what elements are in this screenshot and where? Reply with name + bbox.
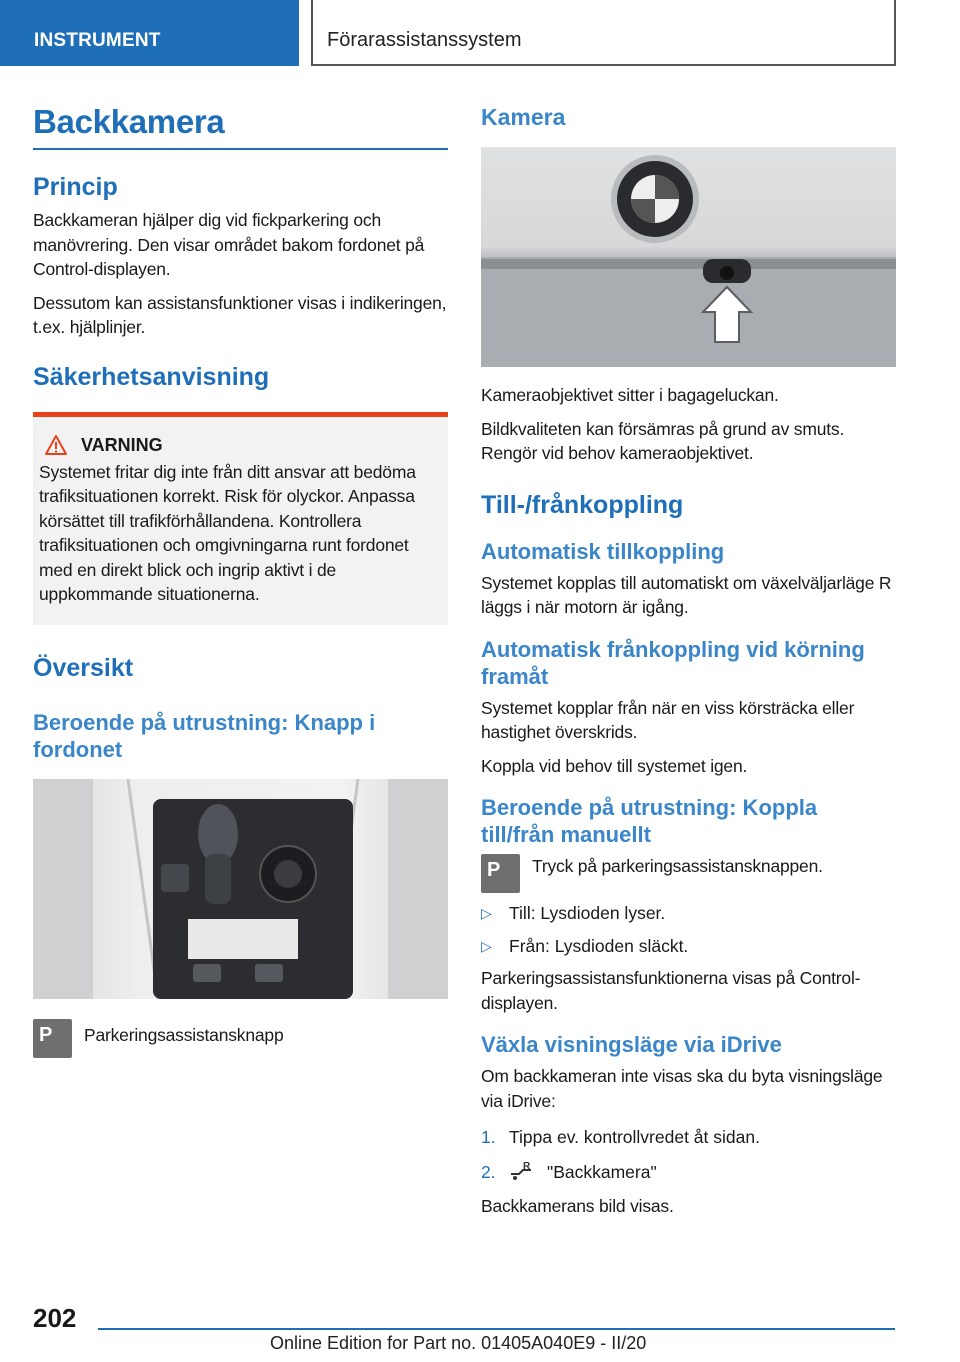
svg-text:R: R (523, 1160, 531, 1172)
warning-triangle-icon (45, 435, 67, 455)
camera-heading: Kamera (481, 104, 566, 130)
view-text: Om backkameran inte visas ska du byta visningsläge via iDrive: (481, 1066, 883, 1111)
warning-box (33, 412, 448, 625)
list-item: 1. Tippa ev. kontrollvredet åt sidan. (481, 1127, 760, 1147)
switch-heading: Till-/frånkoppling (481, 490, 684, 519)
footer-divider (98, 1328, 895, 1330)
button-label: Parkeringsassistansknapp (84, 1024, 284, 1045)
page-number: 202 (33, 1303, 77, 1333)
left-column (33, 100, 448, 1058)
principle-paragraph-2: Dessutom kan assistansfunktioner visas i indikeringen, t.ex. hjälplinjer. (33, 292, 447, 337)
camera-illustration (481, 147, 896, 367)
manual-heading: Beroende på utrustning: Koppla till/från manuellt (481, 795, 818, 847)
auto-off-text-2: Koppla vid behov till systemet igen. (481, 755, 748, 776)
camera-paragraph-2: Bildkvaliteten kan försämras på grund av smuts. Rengör vid behov kameraobjektivet. (481, 418, 845, 463)
equipment-heading: Beroende på utrustning: Knapp i fordonet (33, 709, 376, 762)
manual-row (481, 854, 896, 893)
auto-on-heading: Automatisk tillkoppling (481, 538, 725, 564)
list-item: ▷ Till: Lysdioden lyser. (481, 901, 896, 926)
edition-text: Online Edition for Part no. 01405A040E9 - II/20 (270, 1333, 647, 1353)
camera-photo (481, 147, 896, 367)
page-title: Backkamera (33, 100, 448, 150)
list-item: 2. R "Backkamera" (481, 1160, 657, 1182)
camera-paragraph-1: Kameraobjektivet sitter i bagageluckan. (481, 385, 779, 405)
principle-heading: Princip (33, 173, 118, 201)
principle-paragraph-1: Backkameran hjälper dig vid fickparkering och manövrering. Den visar området bakom fordonet på Control-displayen. (33, 210, 425, 279)
steps-list (481, 1125, 896, 1184)
warning-text: Systemet fritar dig inte från ditt ansvar att bedöma trafiksituationen korrekt. Risk för olyckor. Anpassa körsättet till trafikförhållandena. Kontrollera trafiksituationen och omgivningarna runt fordonet med en direkt blick och ingrip aktivt i de uppkommande situationerna. (39, 461, 416, 604)
auto-off-text: Systemet kopplar från när en viss körsträcka eller hastighet överskrids. (481, 697, 855, 742)
console-illustration (33, 779, 448, 999)
parking-assist-icon: P (33, 1019, 72, 1058)
parking-assist-icon: P (481, 854, 520, 893)
button-legend-row (33, 1019, 448, 1058)
triangle-bullet-icon: ▷ (481, 937, 492, 954)
chapter-title: Förarassistanssystem (311, 0, 896, 66)
list-item: ▷ Från: Lysdioden släckt. (481, 934, 896, 959)
safety-heading: Säkerhetsanvisning (33, 362, 270, 391)
overview-heading: Översikt (33, 653, 134, 682)
warning-title: VARNING (81, 434, 163, 455)
page-header (0, 0, 960, 66)
right-column (481, 100, 896, 1228)
console-photo (33, 779, 448, 999)
result-text: Backkamerans bild visas. (481, 1196, 674, 1216)
functions-text: Parkeringsassistansfunktionerna visas på Control-displayen. (481, 968, 861, 1013)
manual-text: Tryck på parkeringsassistansknappen. (532, 856, 823, 876)
section-tab[interactable]: INSTRUMENT (0, 0, 299, 66)
page-footer (0, 1295, 960, 1362)
auto-off-heading: Automatisk frånkoppling vid körning framåt (481, 636, 865, 689)
triangle-bullet-icon: ▷ (481, 905, 492, 921)
auto-on-text: Systemet kopplas till automatiskt om växelväljarläge R läggs i när motorn är igång. (481, 572, 892, 617)
bmw-logo (611, 155, 699, 243)
led-status-list (481, 901, 896, 958)
camera-view-icon (509, 1160, 535, 1182)
warning-title-row (39, 435, 440, 456)
view-heading: Växla visningsläge via iDrive (481, 1032, 782, 1057)
